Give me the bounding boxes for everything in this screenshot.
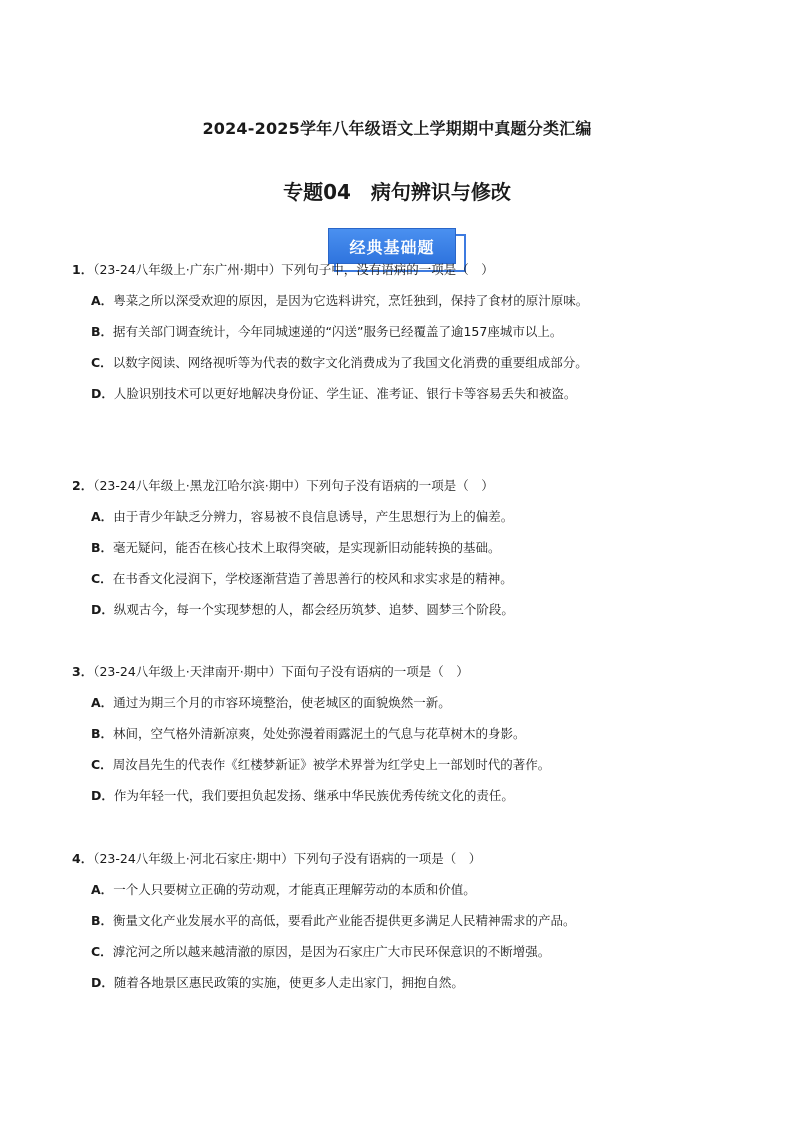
question-stem [72,262,752,278]
option-letter: C． [91,757,113,772]
question-text: （23-24八年级上·黑龙江哈尔滨·期中）下列句子没有语病的一项是（ ） [93,478,494,493]
option-d [91,788,752,804]
question-number: 1． [72,262,94,277]
option-text: 人脸识别技术可以更好地解决身份证、学生证、准考证、银行卡等容易丢失和被盗。 [113,386,577,401]
option-c [91,757,752,773]
option-text: 林间，空气格外清新凉爽，处处弥漫着雨露泥土的气息与花草树木的身影。 [113,726,526,741]
question-stem [72,478,752,494]
option-text: 滹沱河之所以越来越清澈的原因，是因为石家庄广大市民环保意识的不断增强。 [112,944,551,959]
option-letter: C． [91,355,113,370]
option-letter: D． [91,975,114,990]
option-d [91,386,752,402]
option-d [91,975,752,991]
option-letter: C． [91,571,113,586]
option-c [91,944,752,960]
question-2 [72,478,752,618]
option-a [91,882,752,898]
question-text: （23-24八年级上·河北石家庄·期中）下列句子没有语病的一项是（ ） [93,851,482,866]
option-d [91,602,752,618]
question-stem [72,664,752,680]
option-text: 随着各地景区惠民政策的实施，使更多人走出家门，拥抱自然。 [113,975,464,990]
option-b [91,726,752,742]
option-letter: A． [91,695,114,710]
option-a [91,509,752,525]
question-number: 3． [72,664,94,679]
option-text: 粤菜之所以深受欢迎的原因，是因为它选料讲究，烹饪独到，保持了食材的原汁原味。 [113,293,589,308]
option-letter: B． [91,726,114,741]
question-text: （23-24八年级上·天津南开·期中）下面句子没有语病的一项是（ ） [93,664,469,679]
option-text: 据有关部门调查统计，今年同城速递的“闪送”服务已经覆盖了逾157座城市以上。 [113,324,563,339]
option-text: 毫无疑问，能否在核心技术上取得突破，是实现新旧动能转换的基础。 [113,540,501,555]
question-3 [72,664,752,804]
option-letter: B． [91,913,114,928]
option-letter: B． [91,324,114,339]
option-text: 周汝昌先生的代表作《红楼梦新证》被学术界誉为红学史上一部划时代的著作。 [112,757,551,772]
section-badge-label: 经典基础题 [328,228,456,264]
option-letter: D． [91,386,114,401]
option-c [91,355,752,371]
option-a [91,695,752,711]
option-text: 纵观古今，每一个实现梦想的人，都会经历筑梦、追梦、圆梦三个阶段。 [113,602,514,617]
option-text: 在书香文化浸润下，学校逐渐营造了善思善行的校风和求实求是的精神。 [112,571,513,586]
question-1 [72,262,752,402]
option-letter: A． [91,293,114,308]
option-letter: B． [91,540,114,555]
option-text: 以数字阅读、网络视听等为代表的数字文化消费成为了我国文化消费的重要组成部分。 [112,355,588,370]
option-letter: A． [91,882,114,897]
option-text: 由于青少年缺乏分辨力，容易被不良信息诱导，产生思想行为上的偏差。 [113,509,514,524]
topic-title: 专题04 病句辨识与修改 [283,180,511,204]
option-text: 一个人只要树立正确的劳动观，才能真正理解劳动的本质和价值。 [113,882,476,897]
option-letter: D． [91,602,114,617]
option-text: 通过为期三个月的市容环境整治，使老城区的面貌焕然一新。 [113,695,451,710]
option-letter: C． [91,944,113,959]
option-b [91,324,752,340]
option-letter: D． [91,788,114,803]
option-text: 作为年轻一代，我们要担负起发扬、继承中华民族优秀传统文化的责任。 [113,788,514,803]
question-text: （23-24八年级上·广东广州·期中）下列句子中，没有语病的一项是（ ） [93,262,494,277]
option-letter: A． [91,509,114,524]
option-text: 衡量文化产业发展水平的高低，要看此产业能否提供更多满足人民精神需求的产品。 [113,913,576,928]
question-stem [72,851,752,867]
question-4 [72,851,752,991]
option-a [91,293,752,309]
option-b [91,540,752,556]
document-title: 2024-2025学年八年级语文上学期期中真题分类汇编 [202,119,592,138]
question-number: 2． [72,478,94,493]
option-b [91,913,752,929]
question-number: 4． [72,851,94,866]
option-c [91,571,752,587]
